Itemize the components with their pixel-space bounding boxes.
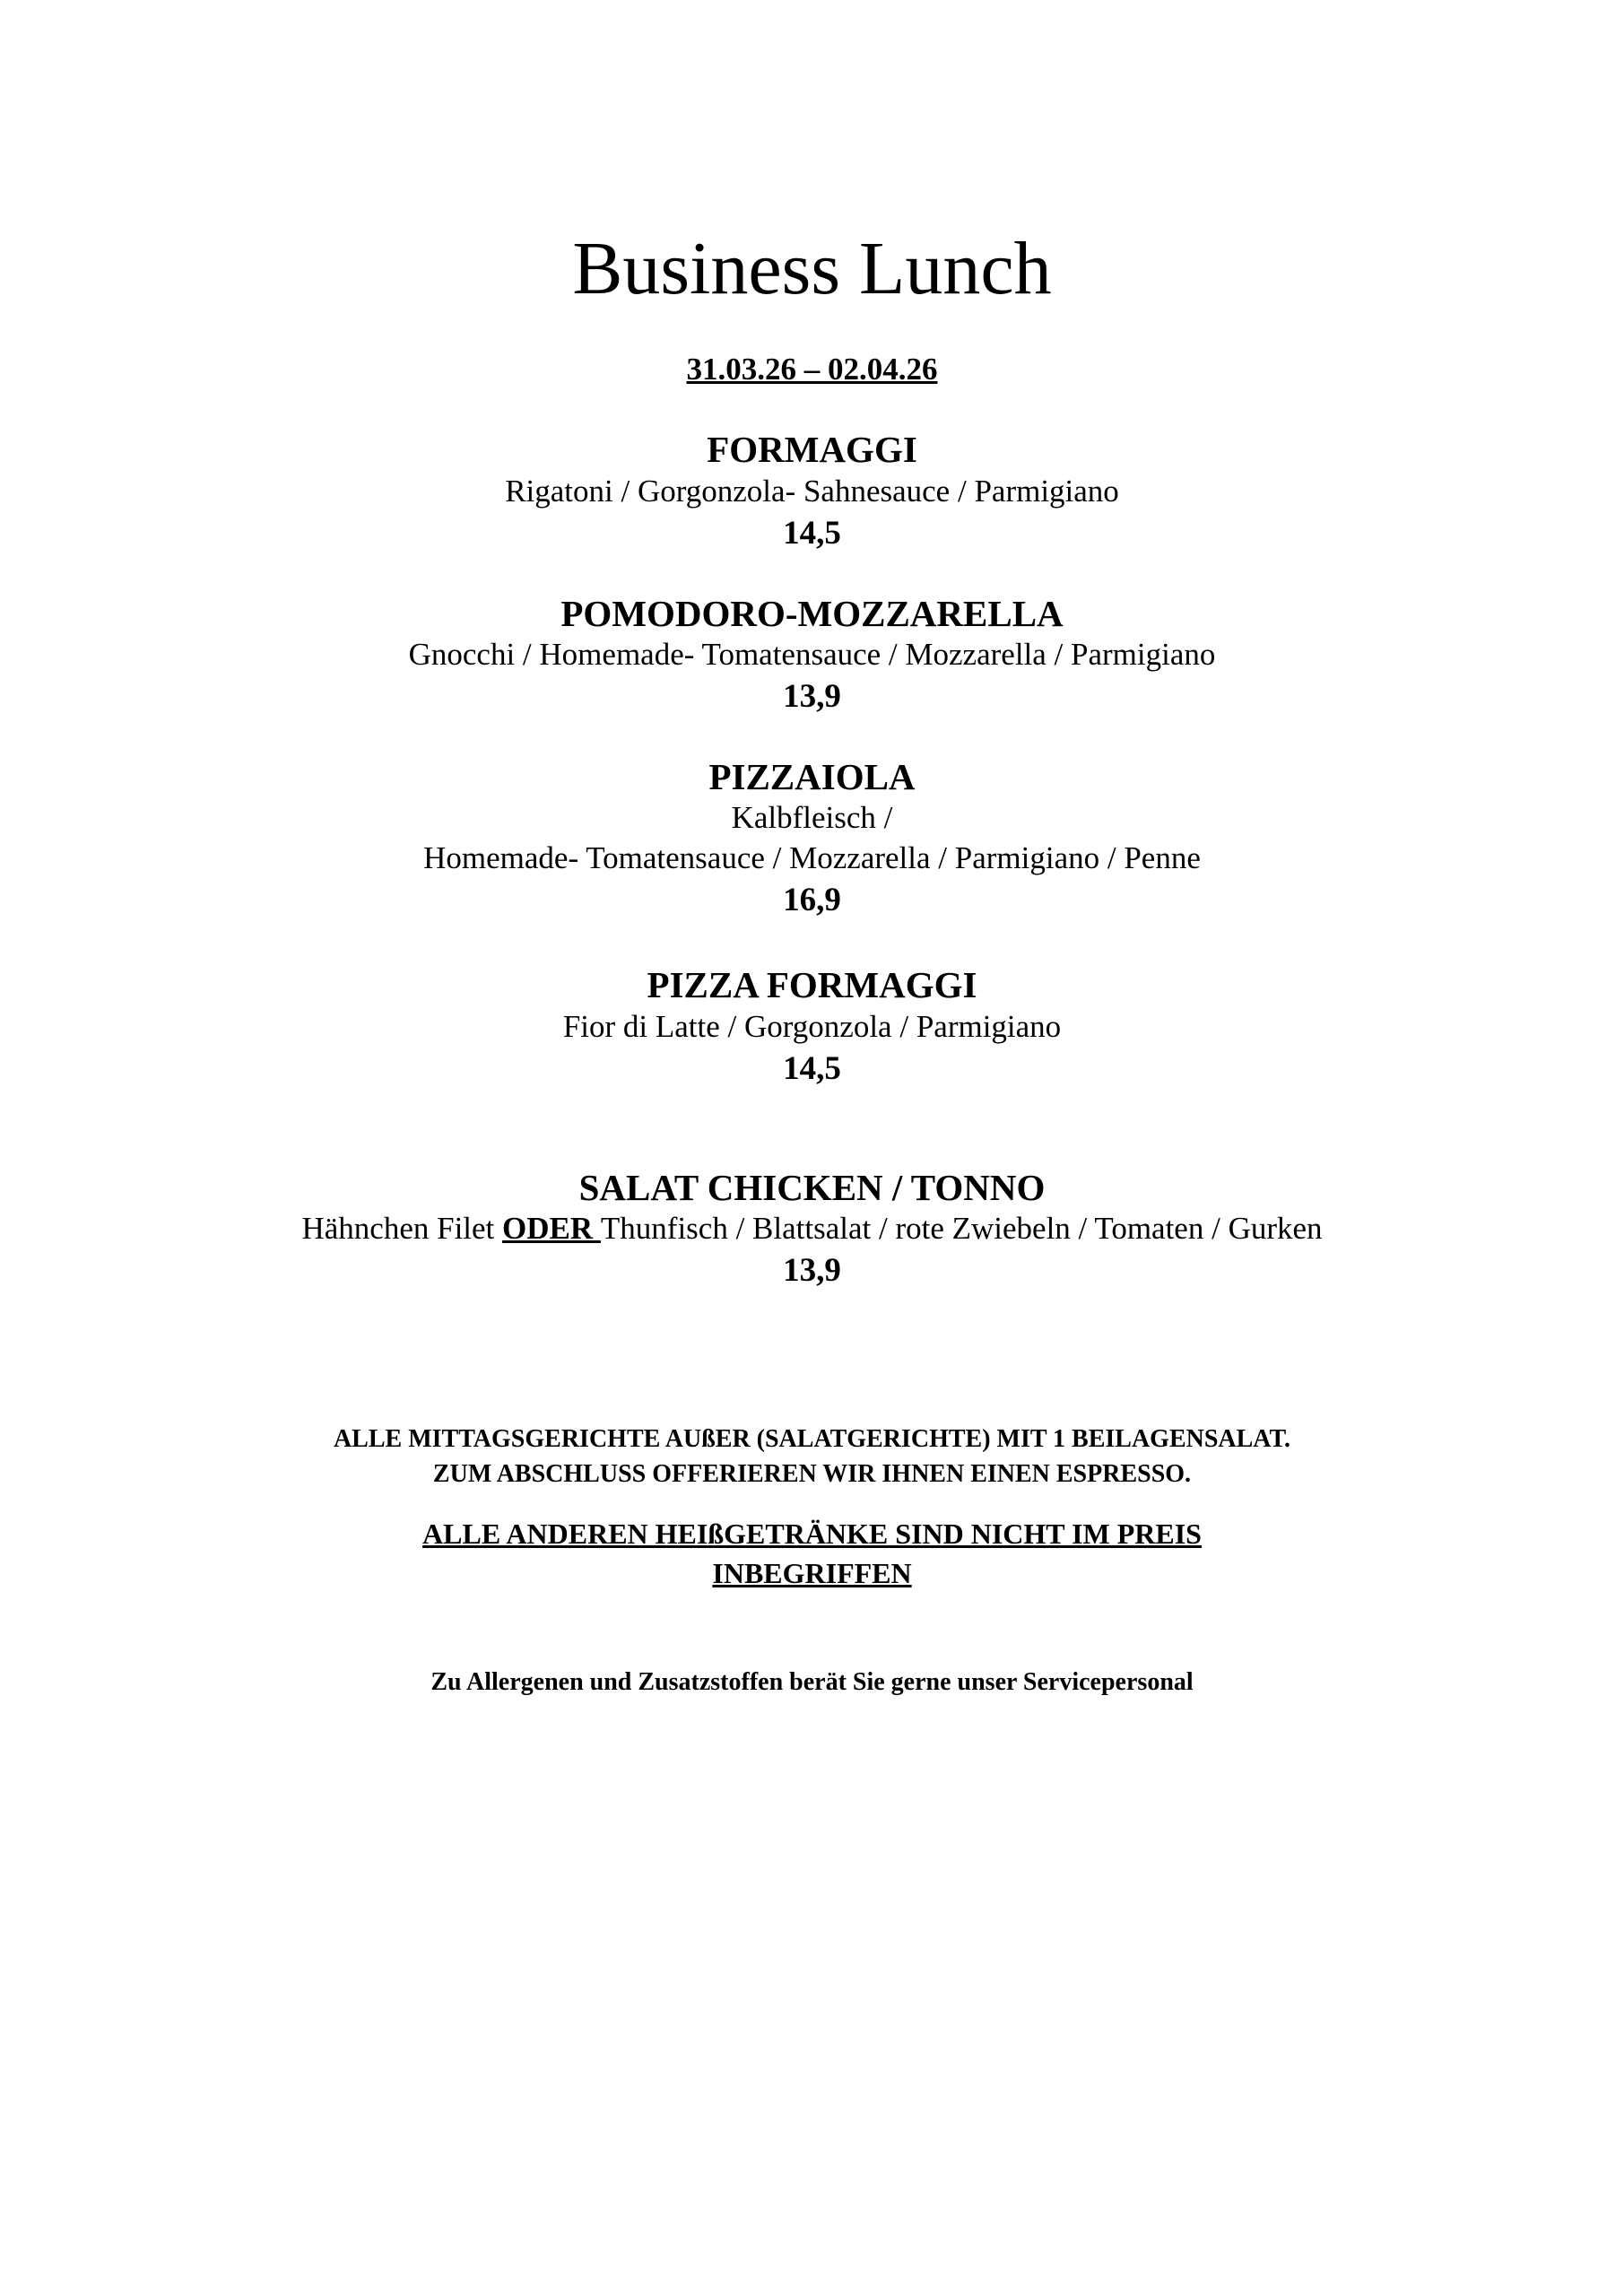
dish-desc-formaggi: Rigatoni / Gorgonzola- Sahnesauce / Parmigiano — [505, 474, 1119, 509]
dish-desc-pizzaiola-line1: Kalbfleisch / — [731, 800, 893, 835]
dish-price-pizzaiola: 16,9 — [783, 882, 841, 918]
dish-price-pizza-formaggi: 14,5 — [783, 1050, 841, 1087]
notice-hot-drinks-line2: INBEGRIFFEN — [712, 1557, 912, 1589]
notice-hot-drinks-line1: ALLE ANDEREN HEIßGETRÄNKE SIND NICHT IM PREIS — [422, 1518, 1202, 1550]
dish-desc-pizzaiola-line2: Homemade- Tomatensauce / Mozzarella / Parmigiano / Penne — [423, 840, 1201, 875]
allergen-note: Zu Allergenen und Zusatzstoffen berät Sie gerne unser Servicepersonal — [430, 1668, 1194, 1696]
dish-name-pizzaiola: PIZZAIOLA — [708, 756, 916, 797]
notice-espresso: ZUM ABSCHLUSS OFFERIEREN WIR IHNEN EINEN ESPRESSO. — [432, 1460, 1192, 1488]
dish-price-pomodoro-mozzarella: 13,9 — [783, 678, 841, 715]
dish-name-pomodoro-mozzarella: POMODORO-MOZZARELLA — [560, 593, 1064, 634]
dish-desc-salat-chicken-tonno — [0, 1213, 1624, 1244]
dish-name-formaggi: FORMAGGI — [707, 429, 917, 470]
page-title: Business Lunch — [572, 227, 1052, 310]
dish-price-salat-chicken-tonno: 13,9 — [783, 1252, 841, 1289]
desc-part-after: Thunfisch / Blattsalat / rote Zwiebeln / Tomaten / Gurken — [600, 1211, 1323, 1246]
desc-part-before: Hähnchen Filet — [301, 1211, 503, 1246]
dish-name-salat-chicken-tonno: SALAT CHICKEN / TONNO — [578, 1167, 1046, 1208]
dish-price-formaggi: 14,5 — [783, 515, 841, 552]
dish-desc-pizza-formaggi: Fior di Latte / Gorgonzola / Parmigiano — [562, 1009, 1062, 1044]
date-range: 31.03.26 – 02.04.26 — [686, 352, 938, 387]
desc-part-oder: ODER — [502, 1211, 601, 1246]
dish-desc-pomodoro-mozzarella: Gnocchi / Homemade- Tomatensauce / Mozzarella / Parmigiano — [408, 637, 1216, 672]
dish-name-pizza-formaggi: PIZZA FORMAGGI — [647, 964, 977, 1005]
notice-beilagensalat: ALLE MITTAGSGERICHTE AUßER (SALATGERICHTE) MIT 1 BEILAGENSALAT. — [333, 1425, 1291, 1453]
